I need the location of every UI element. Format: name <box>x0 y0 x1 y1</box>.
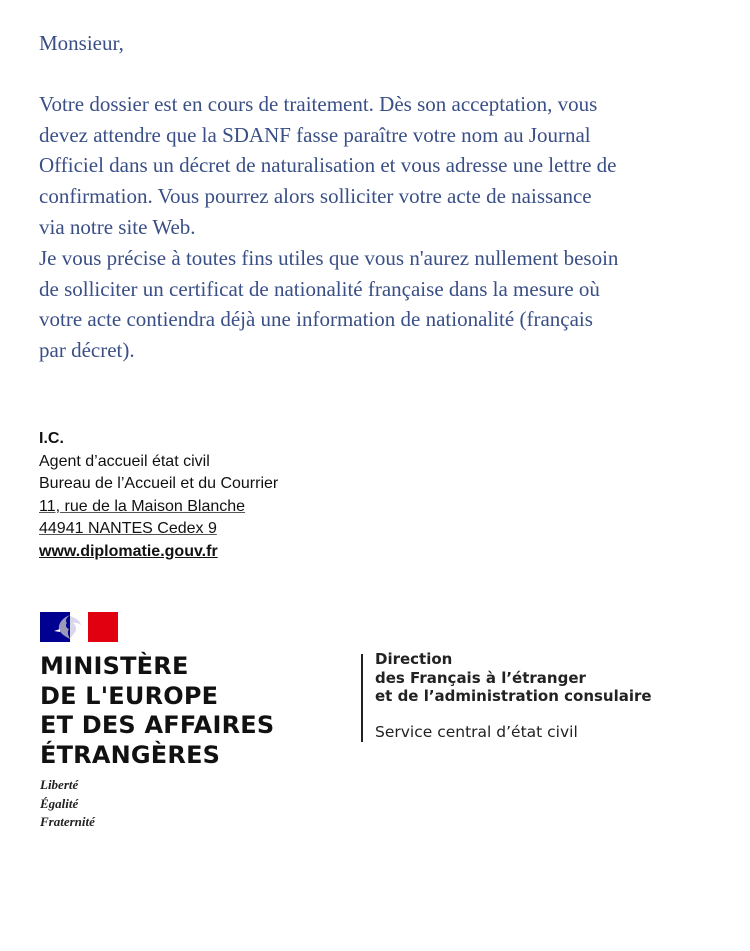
direction-name-line: et de l’administration consulaire <box>375 687 652 705</box>
marianne-flag-icon <box>40 612 118 642</box>
letter-line: Je vous précise à toutes fins utiles que vous n'aurez nullement besoin <box>39 245 619 270</box>
direction-name-line: des Français à l’étranger <box>375 668 586 687</box>
ministry-name <box>40 652 340 770</box>
letter-line: votre acte contiendra déjà une information de nationalité (français <box>39 307 593 332</box>
signature-city-link[interactable]: 44941 NANTES Cedex 9 <box>39 520 217 538</box>
letter-line: Votre dossier est en cours de traitement. Dès son acceptation, vous <box>39 91 598 116</box>
republic-motto <box>40 776 340 832</box>
ministry-name-line: ET DES AFFAIRES <box>40 711 275 739</box>
letter-line: via notre site Web. <box>39 214 196 239</box>
letter-line: Officiel dans un décret de naturalisation et vous adresse une lettre de <box>39 153 617 178</box>
direction-name <box>375 650 652 706</box>
letter-greeting: Monsieur, <box>39 31 124 55</box>
motto-egalite: Égalité <box>40 795 79 811</box>
service-name: Service central d’état civil <box>375 722 578 741</box>
signature-office: Bureau de l’Accueil et du Courrier <box>39 475 279 493</box>
letter-paragraph-1 <box>39 89 719 243</box>
letter-body <box>39 28 719 366</box>
letter-line: devez attendre que la SDANF fasse paraître votre nom au Journal <box>39 122 591 147</box>
letter-line: confirmation. Vous pourrez alors solliciter votre acte de naissance <box>39 184 592 209</box>
ministry-name-line: MINISTÈRE <box>40 652 189 680</box>
ministry-logo <box>40 612 340 832</box>
logo-divider <box>361 654 363 742</box>
flag-red-band <box>88 612 118 642</box>
motto-liberte: Liberté <box>40 777 79 792</box>
ministry-name-line: DE L'EUROPE <box>40 681 219 710</box>
signature-block <box>39 428 278 564</box>
letter-paragraph-2 <box>39 243 719 366</box>
ministry-name-line: ÉTRANGÈRES <box>40 740 221 769</box>
website-link[interactable]: www.diplomatie.gouv.fr <box>39 542 218 560</box>
signature-role: Agent d’accueil état civil <box>39 452 210 470</box>
direction-block <box>375 650 652 742</box>
letter-line: de solliciter un certificat de nationalité française dans la mesure où <box>39 276 600 301</box>
letter-line: par décret). <box>39 338 135 363</box>
motto-fraternite: Fraternité <box>40 814 95 829</box>
signature-initials: I.C. <box>39 430 64 447</box>
direction-name-line: Direction <box>375 650 453 668</box>
signature-street-link[interactable]: 11, rue de la Maison Blanche <box>39 497 246 515</box>
